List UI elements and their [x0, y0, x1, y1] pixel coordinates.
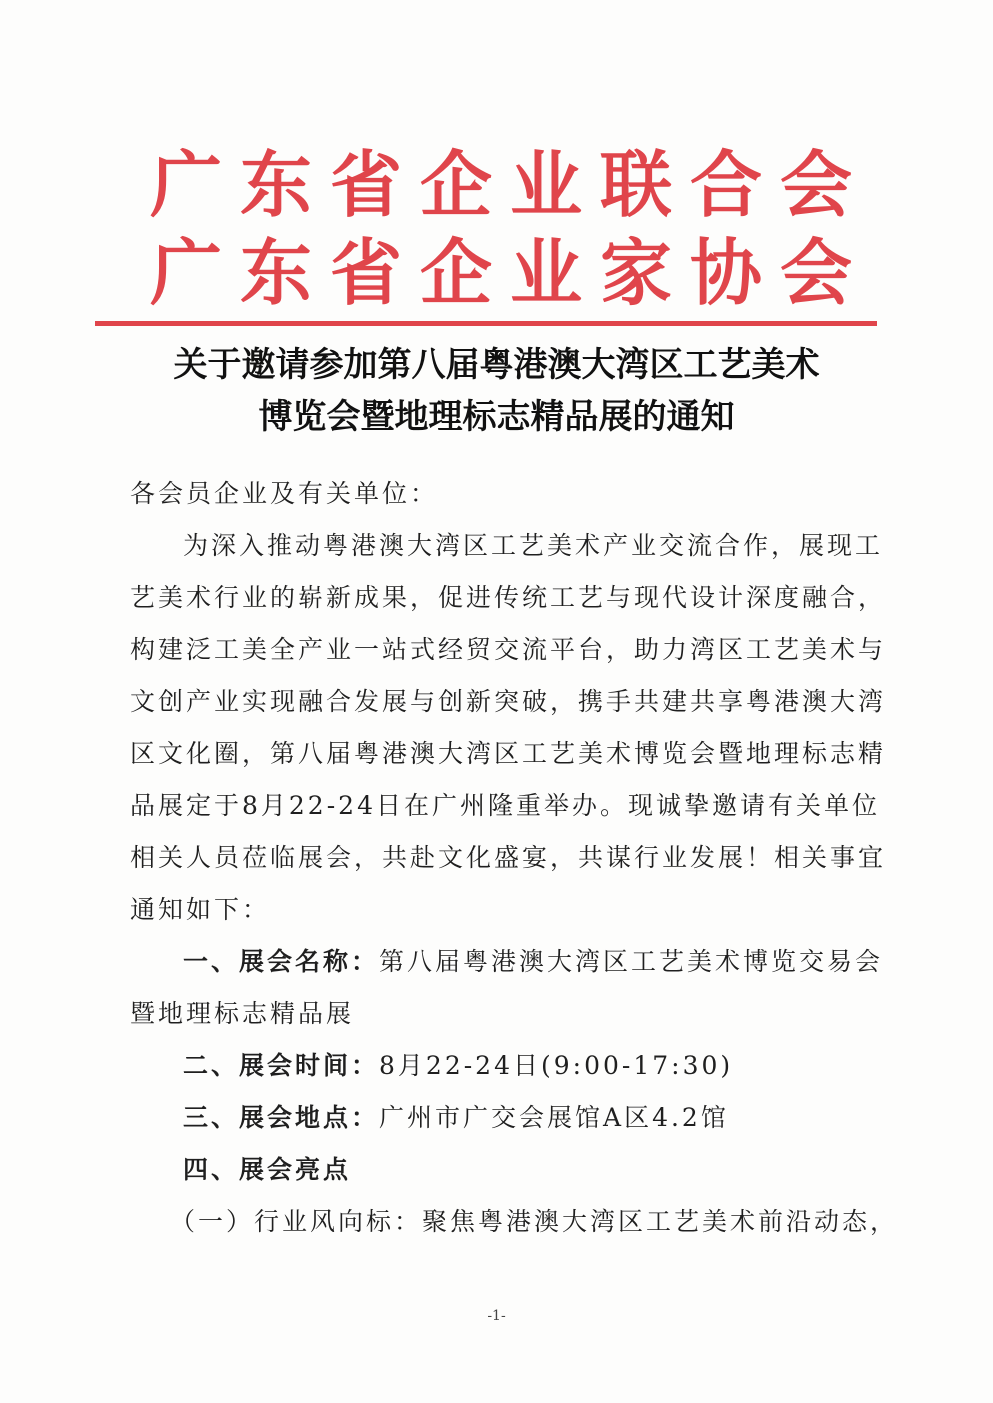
section-name-value: 第八届粤港澳大湾区工艺美术博览交易会	[379, 947, 884, 976]
title-line-2: 博览会暨地理标志精品展的通知	[258, 397, 735, 437]
section-place-label: 三、展会地点：	[183, 1103, 380, 1132]
section-time-value: 8月22-24日(9:00-17:30)	[379, 1051, 734, 1080]
salutation: 各会员企业及有关单位：	[130, 479, 439, 508]
page-number: -1-	[487, 1308, 506, 1324]
section-name	[183, 936, 883, 988]
section-place	[183, 1092, 729, 1144]
section-name-cont: 暨地理标志精品展	[130, 999, 355, 1028]
highlight-1: （一）行业风向标：聚焦粤港澳大湾区工艺美术前沿动态，	[170, 1207, 899, 1236]
intro-line-4: 文创产业实现融合发展与创新突破，携手共建共享粤港澳大湾	[130, 687, 887, 716]
intro-line-6: 品展定于8月22-24日在广州隆重举办。现诚挚邀请有关单位	[130, 791, 880, 820]
section-highlights-heading: 四、展会亮点	[183, 1155, 352, 1184]
intro-line-5: 区文化圈，第八届粤港澳大湾区工艺美术博览会暨地理标志精	[130, 739, 887, 768]
intro-line-1: 为深入推动粤港澳大湾区工艺美术产业交流合作，展现工	[183, 531, 884, 560]
intro-line-2: 艺美术行业的崭新成果，促进传统工艺与现代设计深度融合，	[130, 583, 887, 612]
intro-line-7: 相关人员莅临展会，共赴文化盛宴，共谋行业发展！相关事宜	[130, 843, 887, 872]
section-time	[183, 1040, 733, 1092]
intro-line-8: 通知如下：	[130, 895, 271, 924]
org-name-1: 广东省企业联合会	[150, 142, 871, 227]
org-name-2: 广东省企业家协会	[150, 230, 871, 315]
section-place-value: 广州市广交会展馆A区4.2馆	[379, 1103, 729, 1132]
section-time-label: 二、展会时间：	[183, 1051, 380, 1080]
intro-line-3: 构建泛工美全产业一站式经贸交流平台，助力湾区工艺美术与	[130, 635, 887, 664]
title-line-1: 关于邀请参加第八届粤港澳大湾区工艺美术	[173, 345, 820, 385]
red-divider	[95, 321, 877, 326]
section-name-label: 一、展会名称：	[183, 947, 380, 976]
